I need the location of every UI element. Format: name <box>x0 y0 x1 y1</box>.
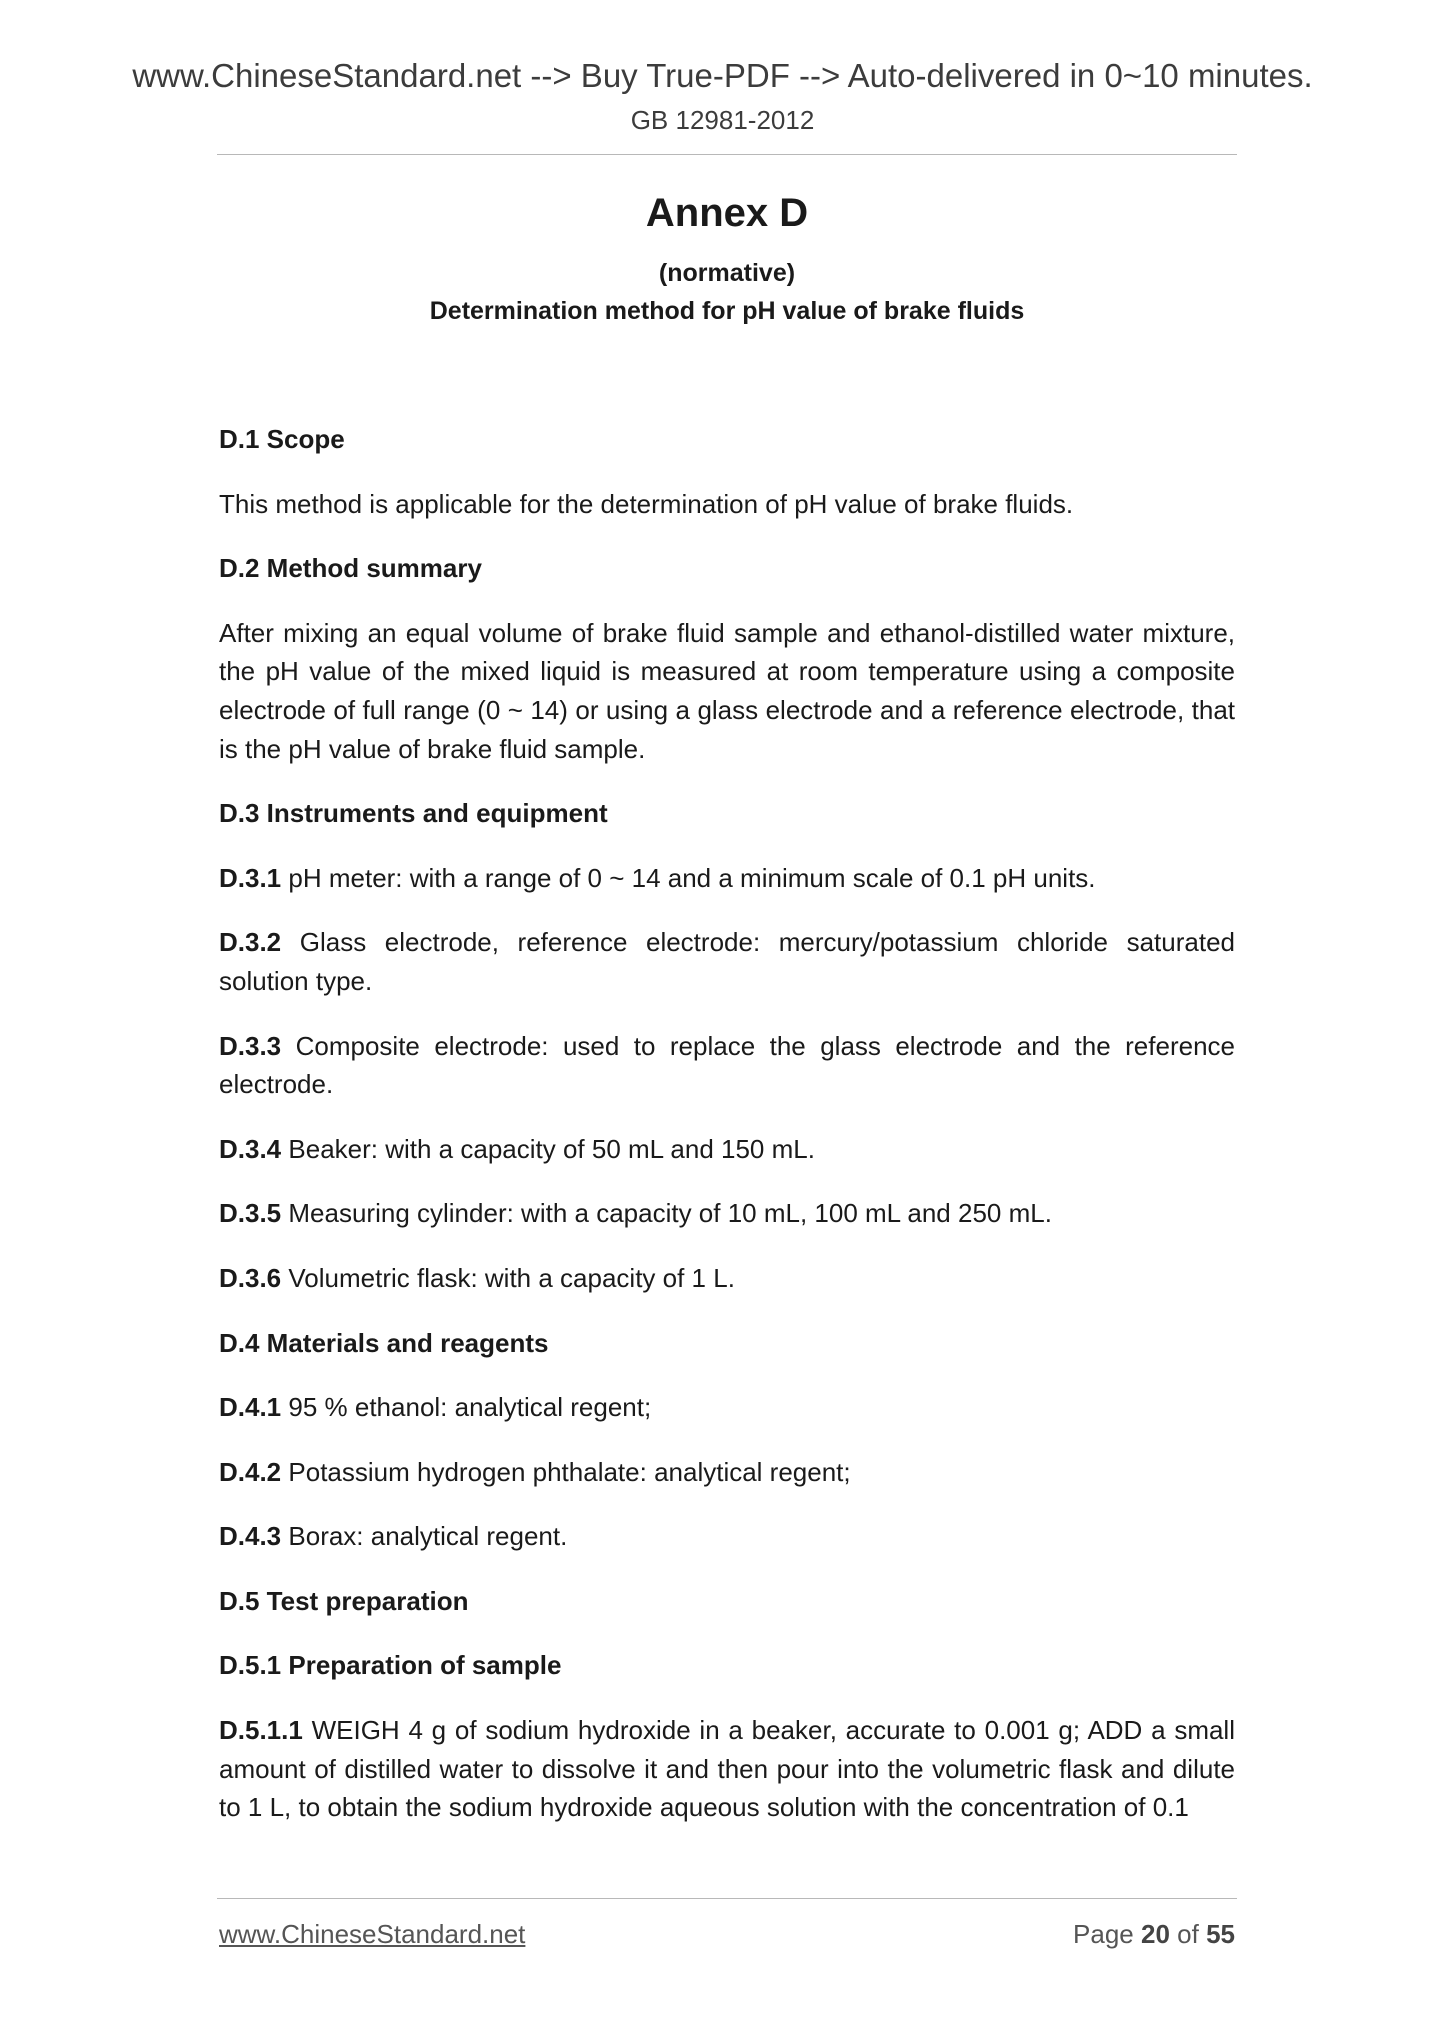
clause-text: 95 % ethanol: analytical regent; <box>288 1392 652 1423</box>
clause-id: D.3.5 <box>219 1198 282 1229</box>
clause <box>219 923 1235 1000</box>
paragraph: This method is applicable for the determination of pH value of brake fluids. <box>219 488 1074 519</box>
section-heading: D.5 Test preparation <box>219 1585 469 1616</box>
clause-id: D.4.1 <box>219 1392 282 1423</box>
clause <box>219 1517 1235 1556</box>
clause-text: Borax: analytical regent. <box>288 1521 568 1552</box>
section-heading: D.4 Materials and reagents <box>219 1327 549 1358</box>
clause <box>219 1259 1235 1298</box>
clause <box>219 1194 1235 1233</box>
section-heading: D.1 Scope <box>219 424 345 454</box>
clause-text: pH meter: with a range of 0 ~ 14 and a minimum scale of 0.1 pH units. <box>288 862 1096 893</box>
clause-text: Potassium hydrogen phthalate: analytical regent; <box>288 1456 851 1487</box>
section-heading: D.3 Instruments and equipment <box>219 798 608 829</box>
clause <box>219 859 1235 898</box>
clause-text: Beaker: with a capacity of 50 mL and 150 mL. <box>288 1133 815 1164</box>
annex-title: Annex D <box>645 191 809 235</box>
subsection-heading: D.5.1 Preparation of sample <box>219 1650 562 1681</box>
footer-website-link[interactable]: www.ChineseStandard.net <box>219 1919 526 1949</box>
page-of-label: of <box>1177 1919 1199 1949</box>
section-heading: D.2 Method summary <box>219 553 482 584</box>
paragraph: After mixing an equal volume of brake fluid sample and ethanol-distilled water mixture, the pH value of the mixed liquid is measured at room temperature using a composite electrode of full range (0 ~ 14) or using a glass electrode and a reference electrode, that is the pH value of brake fluid sample. <box>219 617 1235 764</box>
clause-id: D.3.6 <box>219 1262 282 1293</box>
clause-id: D.4.3 <box>219 1521 282 1552</box>
clause-id: D.3.4 <box>219 1133 282 1164</box>
clause <box>219 1711 1235 1827</box>
clause-id: D.5.1.1 <box>219 1715 303 1746</box>
document-body <box>219 420 1235 1853</box>
clause <box>219 1388 1235 1427</box>
clause-id: D.3.1 <box>219 862 282 893</box>
annex-type: (normative) <box>658 259 796 287</box>
header-divider <box>217 154 1237 155</box>
page-total: 55 <box>1206 1919 1235 1949</box>
clause-text: Composite electrode: used to replace the glass electrode and the reference electrode. <box>219 1030 1235 1100</box>
annex-title-block <box>217 185 1237 327</box>
clause <box>219 1130 1235 1169</box>
page-number <box>1073 1917 1235 1951</box>
footer-divider <box>217 1898 1237 1899</box>
clause-id: D.3.2 <box>219 927 282 958</box>
clause-text: Measuring cylinder: with a capacity of 10 mL, 100 mL and 250 mL. <box>288 1198 1052 1229</box>
clause-text: Glass electrode, reference electrode: mercury/potassium chloride saturated solution type. <box>219 927 1235 996</box>
clause-text: Volumetric flask: with a capacity of 1 L. <box>288 1262 735 1293</box>
standard-code: GB 12981-2012 <box>630 105 815 135</box>
page-label: Page <box>1073 1919 1134 1949</box>
clause <box>219 1453 1235 1492</box>
clause-id: D.4.2 <box>219 1456 282 1487</box>
page-current: 20 <box>1141 1919 1170 1949</box>
clause <box>219 1027 1235 1104</box>
clause-id: D.3.3 <box>219 1030 282 1061</box>
clause-text: WEIGH 4 g of sodium hydroxide in a beaker, accurate to 0.001 g; ADD a small amount of distilled water to dissolve it and then pour into the volumetric flask and dilute to 1 L, to obtain the sodium hydroxide aqueous solution with the concentration of 0.1 <box>219 1715 1235 1823</box>
annex-name: Determination method for pH value of brake fluids <box>429 297 1025 325</box>
header-banner: www.ChineseStandard.net --> Buy True-PDF --> Auto-delivered in 0~10 minutes. <box>132 57 1313 94</box>
